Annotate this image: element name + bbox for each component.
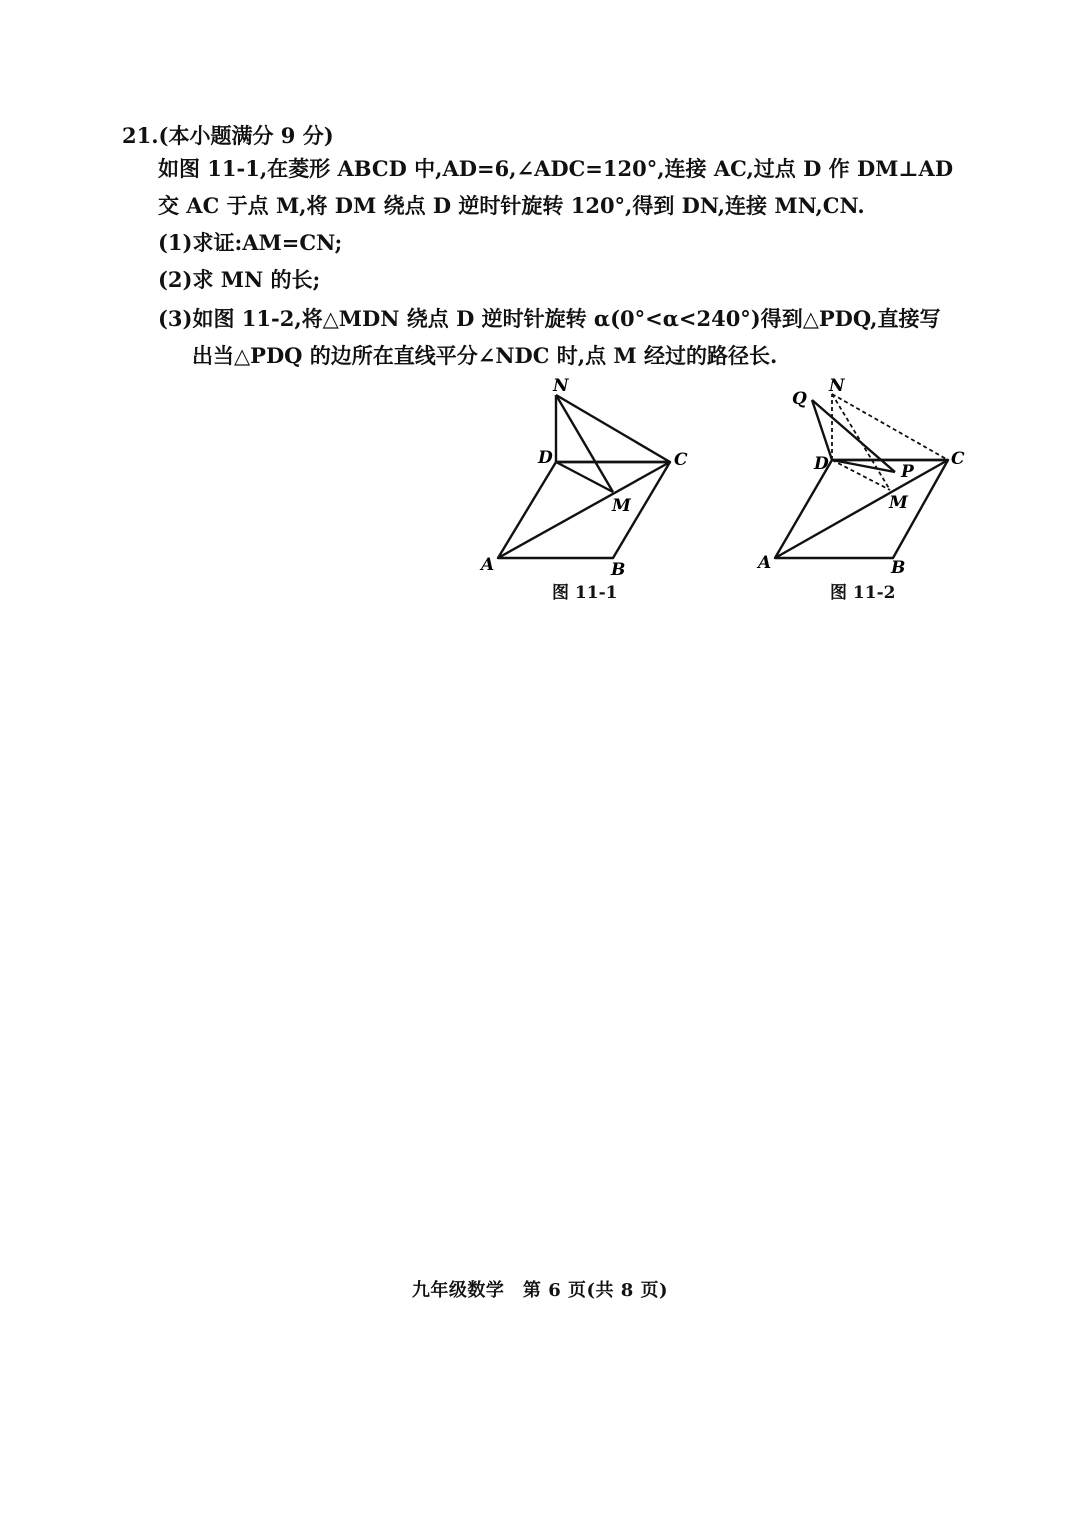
part-3-line-1: (3)如图 11-2,将△MDN 绕点 D 逆时针旋转 α(0°<α<240°)得到△PDQ,直接写 bbox=[158, 306, 941, 331]
label-d: D bbox=[814, 454, 829, 474]
part-3-line-2: 出当△PDQ 的边所在直线平分∠NDC 时,点 M 经过的路径长. bbox=[192, 343, 778, 368]
problem-stem bbox=[158, 150, 978, 298]
label-b: B bbox=[891, 558, 906, 578]
label-m: M bbox=[889, 493, 908, 513]
page-footer: 九年级数学 第 6 页(共 8 页) bbox=[411, 1280, 669, 1301]
part-1: (1)求证:AM=CN; bbox=[158, 230, 343, 255]
segment-ac bbox=[775, 460, 948, 558]
label-d: D bbox=[538, 448, 553, 468]
dashed-nc bbox=[832, 394, 948, 460]
label-q: Q bbox=[792, 389, 807, 409]
problem-header: 21.(本小题满分 9 分) bbox=[122, 123, 334, 148]
segment-dp bbox=[832, 460, 895, 472]
figure-11-1-caption: 图 11-1 bbox=[552, 583, 618, 603]
label-b: B bbox=[611, 560, 626, 580]
label-p: P bbox=[901, 462, 914, 482]
label-m: M bbox=[612, 496, 631, 516]
label-n: N bbox=[829, 376, 845, 396]
part-3 bbox=[158, 300, 978, 374]
stem-line-1: 如图 11-1,在菱形 ABCD 中,AD=6,∠ADC=120°,连接 AC,过点 D 作 DM⊥AD bbox=[158, 156, 954, 181]
label-c: C bbox=[674, 450, 688, 470]
label-a: A bbox=[758, 553, 772, 573]
figure-11-1 bbox=[470, 370, 710, 580]
part-2: (2)求 MN 的长; bbox=[158, 267, 321, 292]
figure-11-2-caption: 图 11-2 bbox=[830, 583, 896, 603]
segment-nc bbox=[556, 395, 670, 462]
label-c: C bbox=[951, 449, 965, 469]
label-n: N bbox=[553, 376, 569, 396]
stem-line-2: 交 AC 于点 M,将 DM 绕点 D 逆时针旋转 120°,得到 DN,连接 MN,CN. bbox=[158, 193, 865, 218]
dashed-nm bbox=[832, 394, 890, 490]
label-a: A bbox=[481, 555, 495, 575]
figure-11-2 bbox=[750, 370, 990, 580]
